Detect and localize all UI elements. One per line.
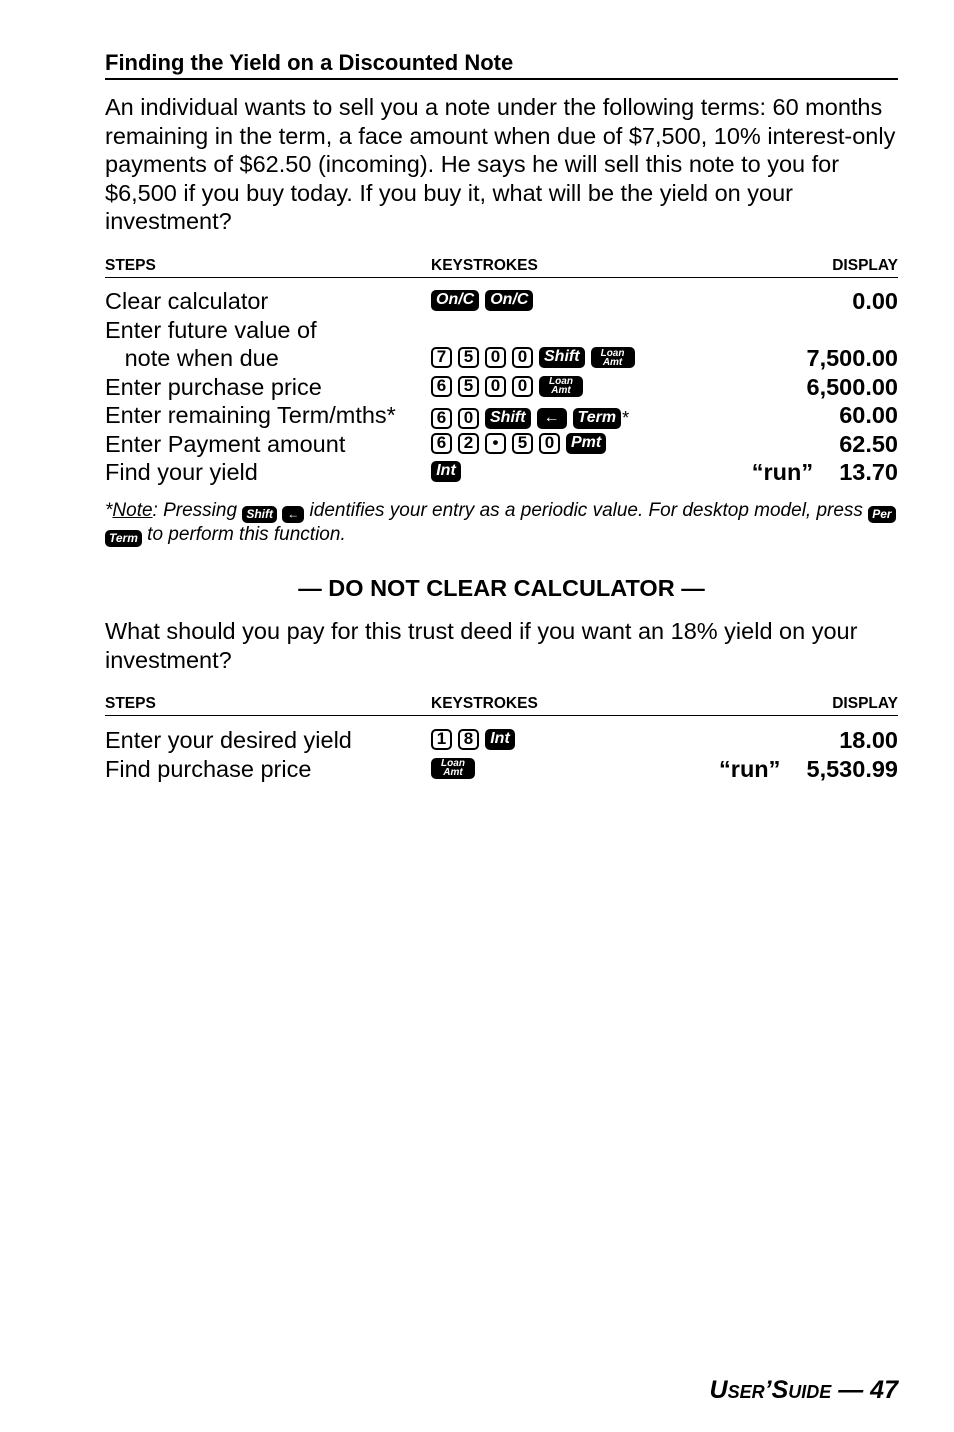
0-key-icon: 0 — [485, 376, 506, 397]
steps-table-2 — [105, 726, 898, 783]
question-paragraph: What should you pay for this trust deed if you want an 18% yield on your investment? — [105, 618, 858, 673]
onc-key-icon: On/C — [431, 290, 479, 311]
pmt-key-icon: Pmt — [566, 433, 606, 454]
0-key-icon: 0 — [512, 376, 533, 397]
shift-key-icon: Shift — [242, 506, 277, 523]
loan-amt-key-icon: Loan Amt — [591, 347, 635, 368]
int-key-icon: Int — [485, 729, 515, 750]
keystrokes — [431, 461, 461, 482]
step-row — [105, 430, 898, 459]
note-text: identifies your entry as a periodic value. For desktop model, press — [304, 500, 869, 521]
6-key-icon: 6 — [431, 408, 452, 429]
5-key-icon: 5 — [458, 347, 479, 368]
asterisk: * — [622, 408, 630, 428]
5-key-icon: 5 — [512, 433, 533, 454]
onc-key-icon: On/C — [485, 290, 533, 311]
term-key-icon: Term — [573, 408, 622, 429]
note-text: : Pressing — [152, 500, 243, 521]
per-key-icon: Per — [868, 506, 895, 523]
5-key-icon: 5 — [458, 376, 479, 397]
table-header-2 — [105, 695, 898, 716]
8-key-icon: 8 — [458, 729, 479, 750]
keystrokes — [431, 758, 475, 779]
step-label: note when due — [105, 345, 279, 371]
display-value: 60.00 — [839, 402, 898, 428]
0-key-icon: 0 — [485, 347, 506, 368]
loan-amt-key-icon: Loan Amt — [539, 376, 583, 397]
page-footer: USER’SUIDE — 47 — [709, 1376, 898, 1404]
header-keystrokes: KEYSTROKES — [431, 695, 538, 712]
footnote — [105, 499, 898, 547]
shift-key-icon: Shift — [485, 408, 531, 429]
display-value: 6,500.00 — [806, 373, 898, 400]
steps-table-1 — [105, 287, 898, 487]
loan-amt-key-icon: Loan Amt — [431, 758, 475, 779]
keystrokes — [431, 433, 606, 454]
term-key-icon: Term — [105, 530, 142, 547]
note-text: to perform this function. — [141, 524, 346, 545]
step-row — [105, 373, 898, 402]
display-value: 7,500.00 — [806, 345, 898, 371]
header-display: DISPLAY — [832, 695, 898, 712]
header-keystrokes: KEYSTROKES — [431, 257, 538, 274]
keystrokes — [431, 729, 515, 750]
keystrokes — [431, 347, 635, 368]
0-key-icon: 0 — [458, 408, 479, 429]
step-row — [105, 316, 898, 345]
display-value: 62.50 — [839, 430, 898, 457]
section-title: Finding the Yield on a Discounted Note — [105, 50, 898, 80]
step-row — [105, 755, 898, 784]
step-row — [105, 401, 898, 430]
note-label: Note — [112, 500, 153, 521]
step-label: Enter Payment amount — [105, 430, 346, 457]
header-display: DISPLAY — [832, 257, 898, 274]
6-key-icon: 6 — [431, 376, 452, 397]
step-row — [105, 344, 898, 373]
display-value: “run” 5,530.99 — [719, 755, 898, 782]
step-label: Clear calculator — [105, 288, 269, 314]
step-label: Find your yield — [105, 459, 258, 485]
symbol-key-icon: • — [485, 433, 506, 454]
6-key-icon: 6 — [431, 433, 452, 454]
0-key-icon: 0 — [539, 433, 560, 454]
7-key-icon: 7 — [431, 347, 452, 368]
step-label: Enter your desired yield — [105, 727, 352, 753]
1-key-icon: 1 — [431, 729, 452, 750]
2-key-icon: 2 — [458, 433, 479, 454]
step-label: Enter remaining Term/mths* — [105, 402, 396, 428]
header-steps: STEPS — [105, 695, 156, 712]
intro-paragraph: An individual wants to sell you a note under the following terms: 60 months remaining in the term, a face amount when due of $7,500, 10% interest-only payments of $62.50 (incoming). He says he will sell this note to you for $6,500 if you buy today. If you buy it, what will be the yield on your investment? — [105, 94, 896, 234]
keystrokes — [431, 290, 533, 311]
symbol-key-icon: ← — [537, 408, 567, 429]
display-value: 18.00 — [839, 727, 898, 753]
step-row — [105, 287, 898, 316]
keystrokes — [431, 376, 583, 397]
display-value: 0.00 — [852, 288, 898, 314]
0-key-icon: 0 — [512, 347, 533, 368]
do-not-clear-heading: — DO NOT CLEAR CALCULATOR — — [298, 575, 705, 601]
int-key-icon: Int — [431, 461, 461, 482]
step-row — [105, 458, 898, 487]
step-label: Enter purchase price — [105, 373, 322, 400]
header-steps: STEPS — [105, 257, 156, 274]
note-asterisk: * — [105, 500, 113, 521]
step-label: Find purchase price — [105, 755, 312, 782]
step-row — [105, 726, 898, 755]
display-value: “run” 13.70 — [751, 459, 898, 485]
shift-key-icon: Shift — [539, 347, 585, 368]
arrow-key-icon: ← — [282, 506, 304, 523]
step-label: Enter future value of — [105, 316, 317, 343]
table-header-1 — [105, 257, 898, 278]
